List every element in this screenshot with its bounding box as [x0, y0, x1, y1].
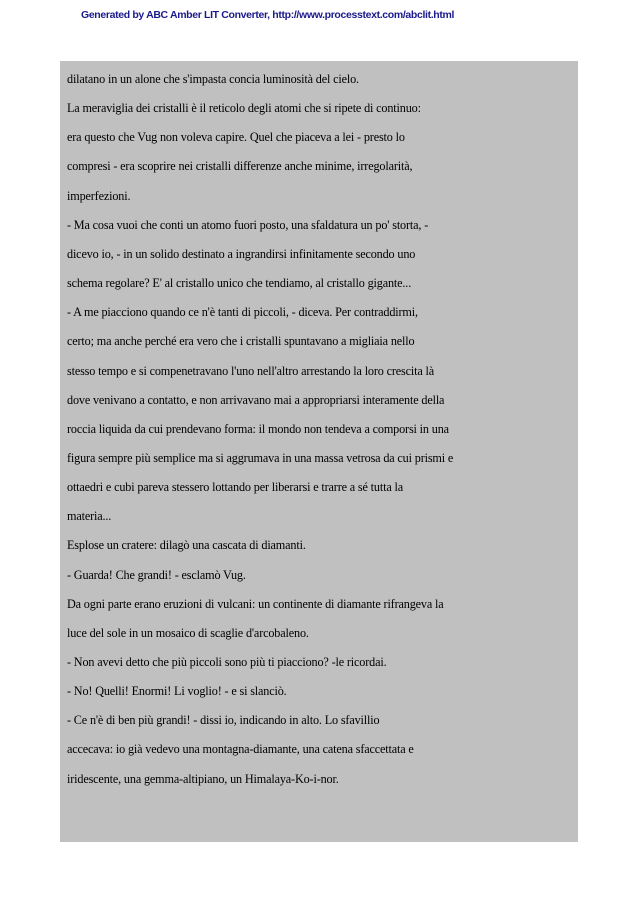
text-line: ottaedri e cubi pareva stessero lottando per liberarsi e trarre a sé tutta la [67, 480, 403, 495]
text-line: roccia liquida da cui prendevano forma: il mondo non tendeva a comporsi in una [67, 421, 449, 436]
text-line: materia... [67, 509, 112, 524]
text-line: - Non avevi detto che più piccoli sono più ti piacciono? -le ricordai. [67, 655, 387, 669]
text-line: - No! Quelli! Enormi! Li voglio! - e si slanciò. [67, 684, 287, 699]
text-line: - Guarda! Che grandi! - esclamò Vug. [67, 567, 246, 582]
text-line: dicevo io, - in un solido destinato a ingrandirsi infinitamente secondo uno [67, 246, 416, 261]
text-line: luce del sole in un mosaico di scaglie d'arcobaleno. [67, 625, 309, 640]
text-line: Esplose un cratere: dilagò una cascata di diamanti. [67, 538, 306, 553]
text-line: iridescente, una gemma-altipiano, un Himalaya-Ko-i-nor. [67, 771, 339, 786]
text-line: accecava: io già vedevo una montagna-diamante, una catena sfaccettata e [67, 742, 414, 757]
text-line: stesso tempo e si compenetravano l'uno nell'altro arrestando la loro crescita là [67, 363, 435, 378]
text-line: Da ogni parte erano eruzioni di vulcani: un continente di diamante rifrangeva la [67, 596, 444, 611]
page-content [60, 61, 578, 842]
text-line: era questo che Vug non voleva capire. Quel che piaceva a lei - presto lo [67, 130, 405, 145]
text-line: compresi - era scoprire nei cristalli differenze anche minime, irregolarità, [67, 159, 413, 174]
text-line: - Ce n'è di ben più grandi! - dissi io, indicando in alto. Lo sfavillio [67, 713, 380, 728]
text-line: dilatano in un alone che s'impasta concia luminosità del cielo. [67, 72, 359, 86]
text-line: certo; ma anche perché era vero che i cristalli spuntavano a migliaia nello [67, 334, 415, 349]
text-line: - Ma cosa vuoi che conti un atomo fuori posto, una sfaldatura un po' storta, - [67, 217, 429, 232]
text-line: dove venivano a contatto, e non arrivavano mai a appropriarsi interamente della [67, 392, 445, 407]
text-line: La meraviglia dei cristalli è il reticolo degli atomi che si ripete di continuo: [67, 101, 421, 116]
converter-header: Generated by ABC Amber LIT Converter, http://www.processtext.com/abclit.html [81, 9, 455, 21]
text-line: - A me piacciono quando ce n'è tanti di piccoli, - diceva. Per contraddirmi, [67, 305, 418, 320]
text-line: figura sempre più semplice ma si aggrumava in una massa vetrosa da cui prismi e [67, 450, 454, 465]
text-line: imperfezioni. [67, 188, 131, 203]
text-line: schema regolare? E' al cristallo unico che tendiamo, al cristallo gigante... [67, 276, 412, 291]
